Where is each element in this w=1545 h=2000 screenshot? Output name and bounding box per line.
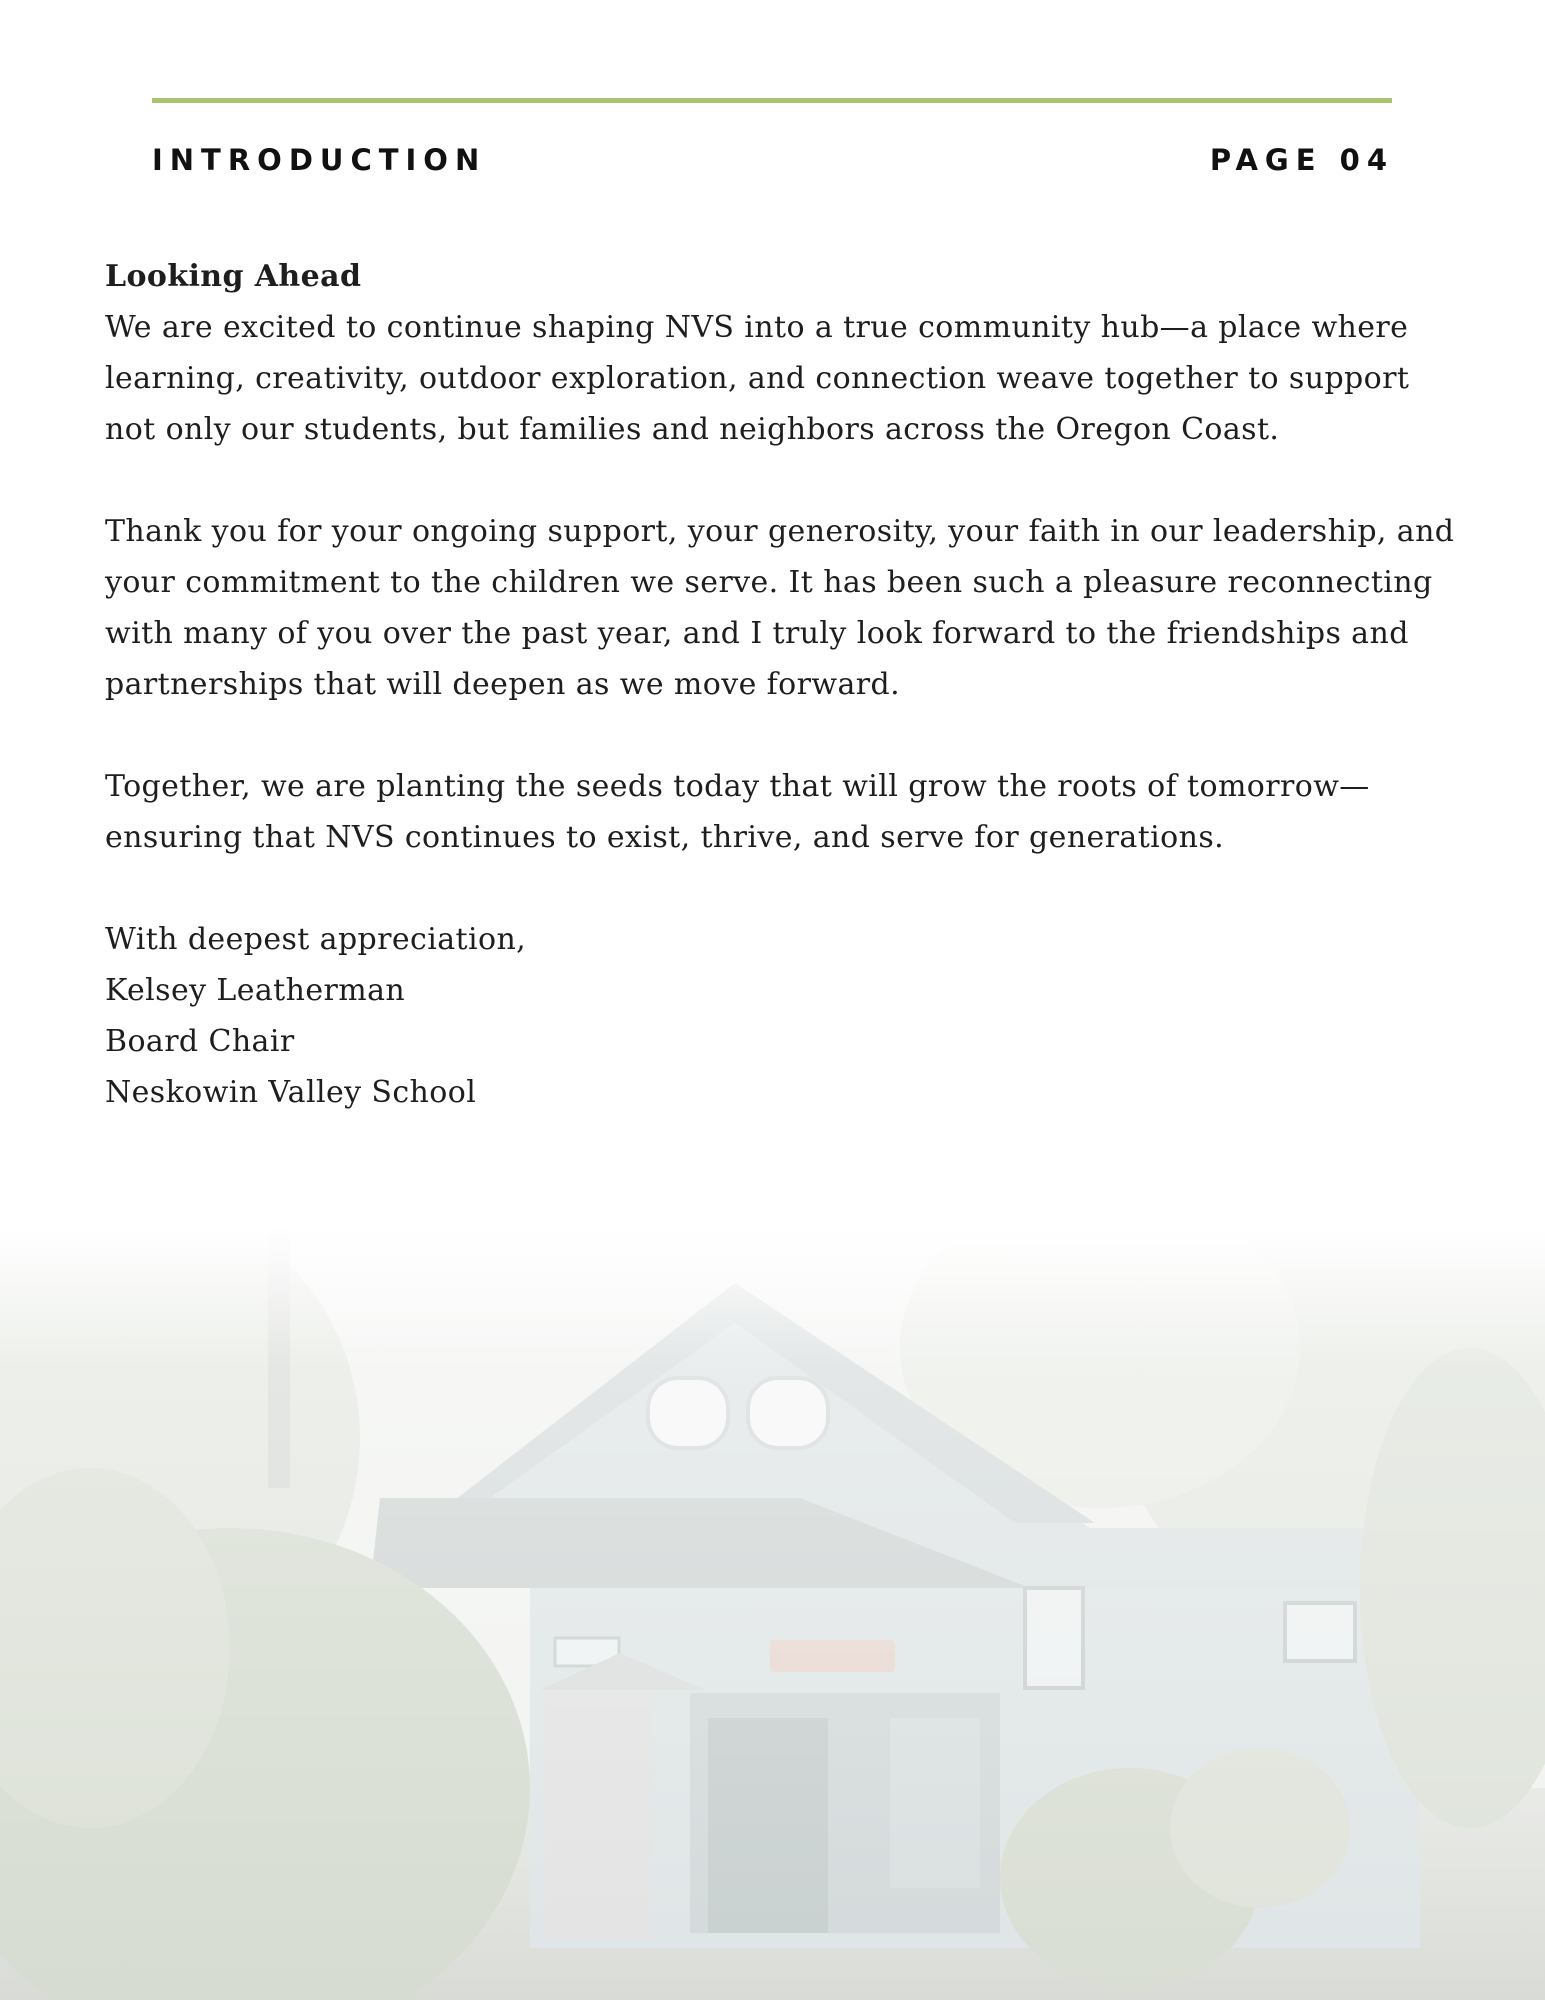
letter-body <box>105 251 1465 1118</box>
signature-title: Board Chair <box>105 1024 295 1059</box>
paragraph-looking-ahead <box>105 251 1465 455</box>
school-building-photo <box>0 1228 1545 2000</box>
signature-closing: With deepest appreciation, <box>105 922 527 957</box>
paragraph-text: We are excited to continue shaping NVS into a true community hub—a place where learning, creativity, outdoor exploration, and connection weave together to support not only our students, but families and neighbors across the Oregon Coast. <box>105 310 1410 447</box>
signature-organization: Neskowin Valley School <box>105 1075 477 1110</box>
signature-name: Kelsey Leatherman <box>105 973 406 1008</box>
paragraph-together: Together, we are planting the seeds today that will grow the roots of tomorrow—ensuring that NVS continues to exist, thrive, and serve for generations. <box>105 769 1370 855</box>
section-title: INTRODUCTION <box>152 143 487 177</box>
signature-block <box>105 914 1465 1118</box>
header-rule <box>152 98 1392 103</box>
page-number: PAGE 04 <box>1209 143 1394 177</box>
letter-heading: Looking Ahead <box>105 259 362 294</box>
paragraph-thank-you: Thank you for your ongoing support, your generosity, your faith in our leadership, and your commitment to the children we serve. It has been such a pleasure reconnecting with many of you over the past year, and I truly look forward to the friendships and partnerships that will deepen as we move forward. <box>105 514 1455 702</box>
